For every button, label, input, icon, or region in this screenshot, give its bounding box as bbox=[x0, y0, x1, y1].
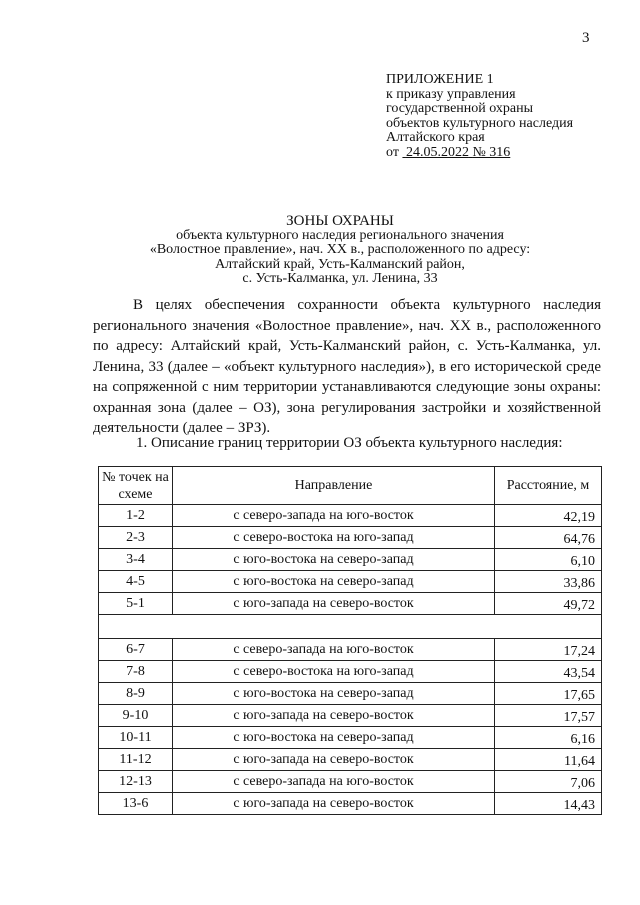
table-row bbox=[99, 639, 602, 661]
cell-points: 5-1 bbox=[99, 593, 173, 615]
cell-distance: 49,72 bbox=[495, 593, 602, 615]
cell-points: 7-8 bbox=[99, 661, 173, 683]
cell-distance: 14,43 bbox=[495, 793, 602, 815]
table-row bbox=[99, 683, 602, 705]
cell-distance: 43,54 bbox=[495, 661, 602, 683]
cell-distance: 6,16 bbox=[495, 727, 602, 749]
date-prefix: от bbox=[386, 144, 399, 160]
order-date: 24.05.2022 № 316 bbox=[405, 144, 511, 160]
table-separator-row bbox=[99, 615, 602, 639]
cell-distance: 17,65 bbox=[495, 683, 602, 705]
table-row bbox=[99, 661, 602, 683]
cell-direction: с юго-запада на северо-восток bbox=[173, 749, 495, 771]
table-row bbox=[99, 749, 602, 771]
cell-distance: 64,76 bbox=[495, 527, 602, 549]
cell-points: 6-7 bbox=[99, 639, 173, 661]
table-row bbox=[99, 727, 602, 749]
appendix-line: объектов культурного наследия bbox=[386, 115, 574, 131]
appendix-line: государственной охраны bbox=[386, 101, 534, 116]
heading-line: «Волостное правление», нач. XX в., расположенного по адресу: bbox=[149, 242, 531, 257]
header-direction: Направление bbox=[173, 467, 495, 505]
header-points: № точек на схеме bbox=[99, 467, 173, 505]
separator-cell bbox=[99, 615, 602, 639]
table-row bbox=[99, 793, 602, 815]
table-row bbox=[99, 527, 602, 549]
header-distance: Расстояние, м bbox=[495, 467, 602, 505]
heading-line: с. Усть-Калманка, ул. Ленина, 33 bbox=[242, 271, 438, 286]
table-row bbox=[99, 705, 602, 727]
table-header-row bbox=[99, 467, 602, 505]
cell-distance: 17,24 bbox=[495, 639, 602, 661]
cell-direction: с юго-востока на северо-запад bbox=[173, 571, 495, 593]
boundary-table bbox=[98, 466, 602, 815]
cell-points: 12-13 bbox=[99, 771, 173, 793]
appendix-title: ПРИЛОЖЕНИЕ 1 bbox=[386, 72, 494, 87]
page-title: ЗОНЫ ОХРАНЫ bbox=[286, 213, 394, 229]
cell-distance: 7,06 bbox=[495, 771, 602, 793]
cell-direction: с северо-запада на юго-восток bbox=[173, 505, 495, 527]
heading-line: Алтайский край, Усть-Калманский район, bbox=[215, 256, 465, 272]
cell-points: 10-11 bbox=[99, 727, 173, 749]
appendix-line: к приказу управления bbox=[386, 86, 516, 102]
appendix-block bbox=[386, 73, 573, 160]
table-row bbox=[99, 549, 602, 571]
cell-points: 2-3 bbox=[99, 527, 173, 549]
cell-direction: с северо-запада на юго-восток bbox=[173, 639, 495, 661]
intro-paragraph: В целях обеспечения сохранности объекта культурного наследия регионального значения «Волостное правление», нач. XX в., расположенного по адресу: Алтайский край, Усть-Калманский район, с. Усть-Калманка, ул. Ленина, 33 (далее – «объект культурного наследия»), в его исторической среде на сопряженной с ним территории устанавливаются следующие зоны охраны: охранная зона (далее – ОЗ), зона регулирования застройки и хозяйственной деятельности (далее – ЗРЗ). bbox=[93, 297, 601, 436]
cell-direction: с юго-востока на северо-запад bbox=[173, 549, 495, 571]
cell-points: 1-2 bbox=[99, 505, 173, 527]
heading-line: объекта культурного наследия регионального значения bbox=[176, 227, 504, 243]
table-row bbox=[99, 505, 602, 527]
cell-distance: 11,64 bbox=[495, 749, 602, 771]
cell-direction: с северо-востока на юго-запад bbox=[173, 527, 495, 549]
cell-points: 8-9 bbox=[99, 683, 173, 705]
section-title: 1. Описание границ территории ОЗ объекта культурного наследия: bbox=[136, 435, 563, 451]
table-row bbox=[99, 593, 602, 615]
cell-distance: 33,86 bbox=[495, 571, 602, 593]
cell-direction: с юго-запада на северо-восток bbox=[173, 593, 495, 615]
order-number: № 316 bbox=[472, 144, 511, 160]
cell-direction: с северо-запада на юго-восток bbox=[173, 771, 495, 793]
heading-block bbox=[80, 214, 600, 287]
cell-direction: с юго-востока на северо-запад bbox=[173, 727, 495, 749]
cell-distance: 17,57 bbox=[495, 705, 602, 727]
page-number: 3 bbox=[582, 30, 590, 46]
cell-direction: с юго-востока на северо-запад bbox=[173, 683, 495, 705]
cell-direction: с юго-запада на северо-восток bbox=[173, 705, 495, 727]
table-row bbox=[99, 771, 602, 793]
cell-points: 4-5 bbox=[99, 571, 173, 593]
cell-distance: 6,10 bbox=[495, 549, 602, 571]
cell-direction: с юго-запада на северо-восток bbox=[173, 793, 495, 815]
cell-distance: 42,19 bbox=[495, 505, 602, 527]
cell-points: 13-6 bbox=[99, 793, 173, 815]
cell-points: 11-12 bbox=[99, 749, 173, 771]
appendix-line: Алтайского края bbox=[386, 130, 485, 145]
table-row bbox=[99, 571, 602, 593]
appendix-date-line bbox=[386, 146, 573, 161]
cell-points: 9-10 bbox=[99, 705, 173, 727]
cell-points: 3-4 bbox=[99, 549, 173, 571]
cell-direction: с северо-востока на юго-запад bbox=[173, 661, 495, 683]
